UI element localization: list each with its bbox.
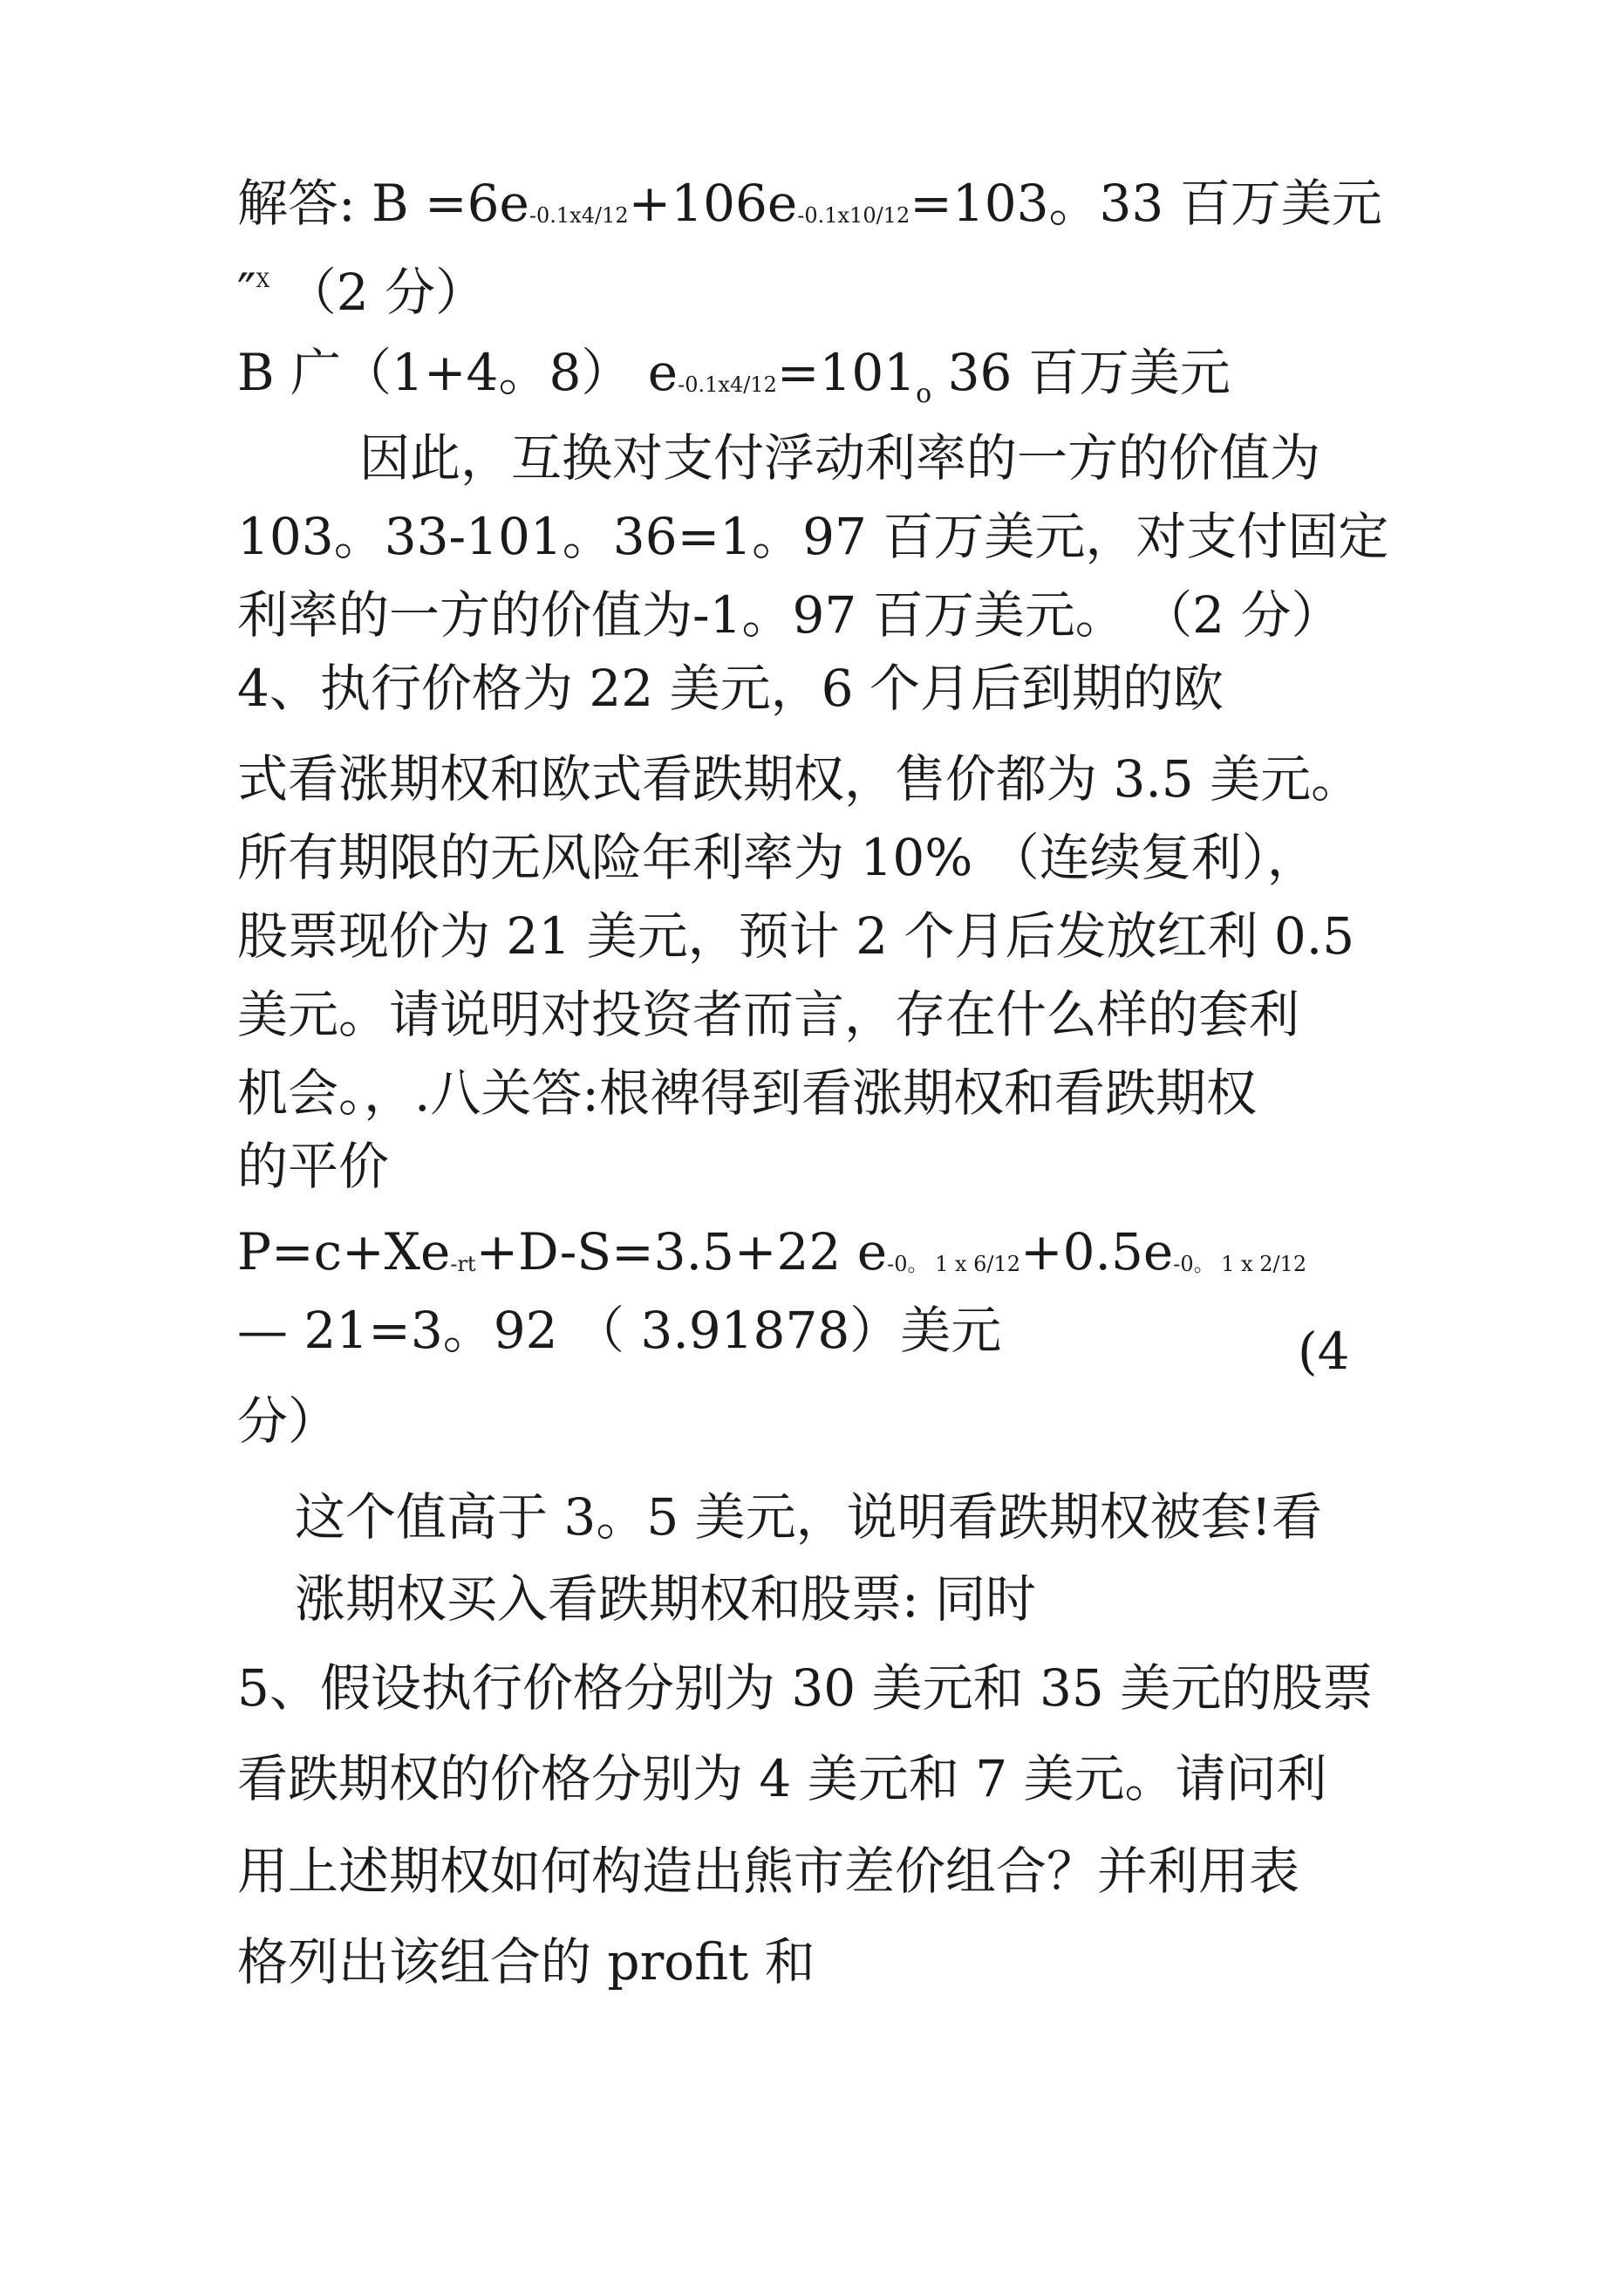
text-segment: +D-S=3.5+22 e	[475, 1222, 888, 1281]
parity-result-line: — 21=3。92 （ 3.91878）美元	[237, 1301, 1002, 1360]
paragraph-line: 的平价	[237, 1137, 390, 1196]
text-segment: +0.5e	[1020, 1222, 1174, 1281]
paragraph-line: 这个值高于 3。5 美元，说明看跌期权被套!看	[295, 1487, 1322, 1547]
paragraph-line: 涨期权买入看跌期权和股票: 同时	[295, 1569, 1036, 1629]
score-marker: (4	[1298, 1322, 1350, 1381]
parity-formula-line	[237, 1221, 1306, 1295]
text-segment: 36 百万美元	[931, 343, 1231, 402]
exponent-text: -0.1x10/12	[797, 203, 910, 228]
subscript-text: o	[916, 379, 932, 409]
answer-line-bond-floating	[237, 342, 1231, 425]
paragraph-line: 因此，互换对支付浮动利率的一方的价值为	[359, 428, 1321, 488]
score-line-2-points	[237, 251, 486, 323]
superscript-text: X	[256, 270, 270, 292]
paragraph-line: 式看涨期权和欧式看跌期权，售价都为 3.5 美元。	[237, 749, 1362, 809]
paragraph-line: 美元。请说明对投资者而言，存在什么样的套利	[237, 985, 1300, 1044]
question-5-heading: 5、假设执行价格分别为 30 美元和 35 美元的股票	[237, 1658, 1374, 1718]
text-segment: （2 分）	[269, 263, 487, 322]
paragraph-line: 103。33-101。36=1。97 百万美元，对支付固定	[237, 507, 1389, 566]
text-segment: =103。33 百万美元	[910, 174, 1382, 233]
paragraph-line: 所有期限的无风险年利率为 10% （连续复利），	[237, 828, 1318, 887]
paragraph-line: 用上述期权如何构造出熊市差价组合？并利用表	[237, 1842, 1300, 1901]
exponent-text: -0.1x4/12	[678, 372, 777, 397]
exponent-text: -rt	[450, 1252, 476, 1276]
text-segment: B 广（1+4。8） e	[237, 343, 679, 402]
paragraph-line: 机会。，.八关答:根裨得到看涨期权和看跌期权	[237, 1063, 1257, 1123]
text-segment: =101	[776, 343, 917, 402]
exponent-text: -0。 1 x 2/12	[1173, 1252, 1307, 1276]
paragraph-line: 利率的一方的价值为-1。97 百万美元。 （2 分）	[237, 585, 1342, 645]
text-segment: P=c+Xe	[237, 1222, 451, 1281]
score-line: 分）	[237, 1391, 339, 1451]
answer-line-bond-fixed	[237, 173, 1382, 246]
question-4-heading: 4、执行价格为 22 美元，6 个月后到期的欧	[237, 659, 1224, 718]
exponent-text: -0。 1 x 6/12	[887, 1252, 1021, 1276]
text-segment: ″	[237, 263, 256, 322]
paragraph-line: 股票现价为 21 美元，预计 2 个月后发放红利 0.5	[237, 906, 1355, 966]
paragraph-line: 看跌期权的价格分别为 4 美元和 7 美元。请问利	[237, 1749, 1327, 1808]
paragraph-line: 格列出该组合的 profit 和	[237, 1932, 815, 1992]
text-segment: 解答: B =6e	[237, 174, 529, 233]
exponent-text: -0.1x4/12	[528, 203, 629, 228]
text-segment: +106e	[628, 174, 798, 233]
